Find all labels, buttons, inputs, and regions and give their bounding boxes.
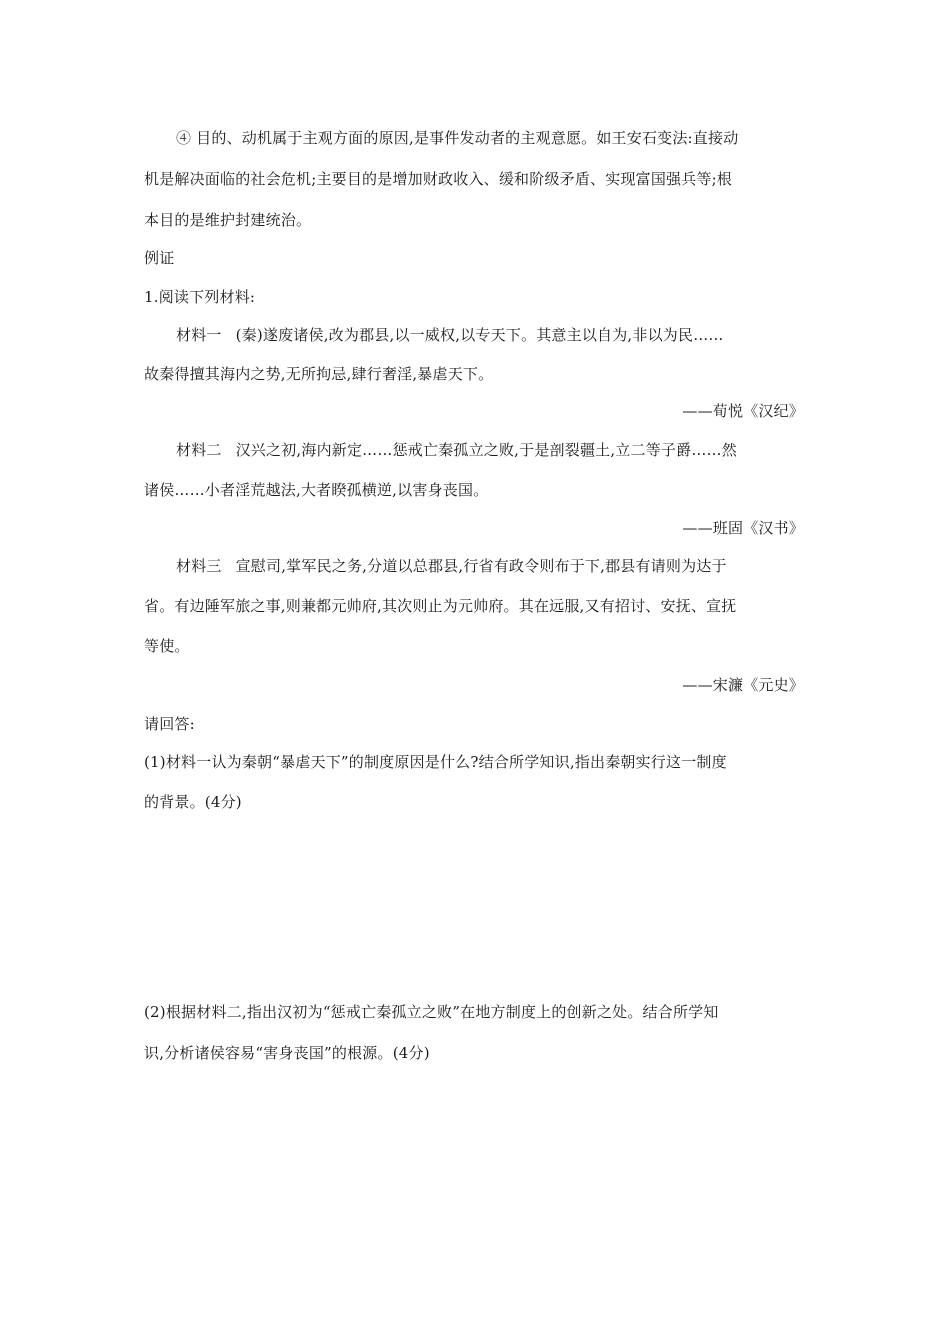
material1-source: ——荀悦《汉纪》 [682,402,804,420]
answer-prompt: 请回答: [144,715,195,733]
material1-label: 材料一 [176,326,222,344]
material3-source: ——宋濂《元史》 [682,676,804,694]
intro-line-2: 机是解决面临的社会危机;主要目的是增加财政收入、缓和阶级矛盾、实现富国强兵等;根 [144,170,733,188]
material2-source: ——班固《汉书》 [682,519,804,537]
material3-line-2: 省。有边陲军旅之事,则兼都元帅府,其次则止为元帅府。其在远服,又有招讨、安抚、宣抚 [144,597,737,615]
material1-text-1: (秦)遂废诸侯,改为郡县,以一威权,以专天下。其意主以自为,非以为民…… [235,326,724,344]
question2-line-2: 识,分析诸侯容易“害身丧国”的根源。(4分) [144,1044,430,1062]
material3-line-1 [176,556,806,576]
material2-text-1: 汉兴之初,海内新定……惩戒亡秦孤立之败,于是剖裂疆土,立二等子爵……然 [235,441,737,459]
material2-line-2: 诸侯……小者淫荒越法,大者睽孤横逆,以害身丧国。 [144,481,489,499]
question1-line-1: (1)材料一认为秦朝“暴虐天下”的制度原因是什么?结合所学知识,指出秦朝实行这一制度 [144,753,727,771]
material3-label: 材料三 [176,557,222,575]
material2-label: 材料二 [176,441,222,459]
material1-line-2: 故秦得擅其海内之势,无所拘忌,肆行奢淫,暴虐天下。 [144,365,494,383]
section-heading: 例证 [144,249,175,267]
material1-line-1 [176,325,806,345]
question1-line-2: 的背景。(4分) [144,793,242,811]
question-intro: 1.阅读下列材料: [144,288,256,306]
material3-line-3: 等使。 [144,637,190,655]
material2-line-1 [176,440,806,460]
intro-line-3: 本目的是维护封建统治。 [144,211,312,229]
intro-line-1: ④ 目的、动机属于主观方面的原因,是事件发动者的主观意愿。如王安石变法:直接动 [176,129,739,147]
material3-text-1: 宣慰司,掌军民之务,分道以总郡县,行省有政令则布于下,郡县有请则为达于 [235,557,727,575]
question2-line-1: (2)根据材料二,指出汉初为“惩戒亡秦孤立之败”在地方制度上的创新之处。结合所学知 [144,1003,719,1021]
